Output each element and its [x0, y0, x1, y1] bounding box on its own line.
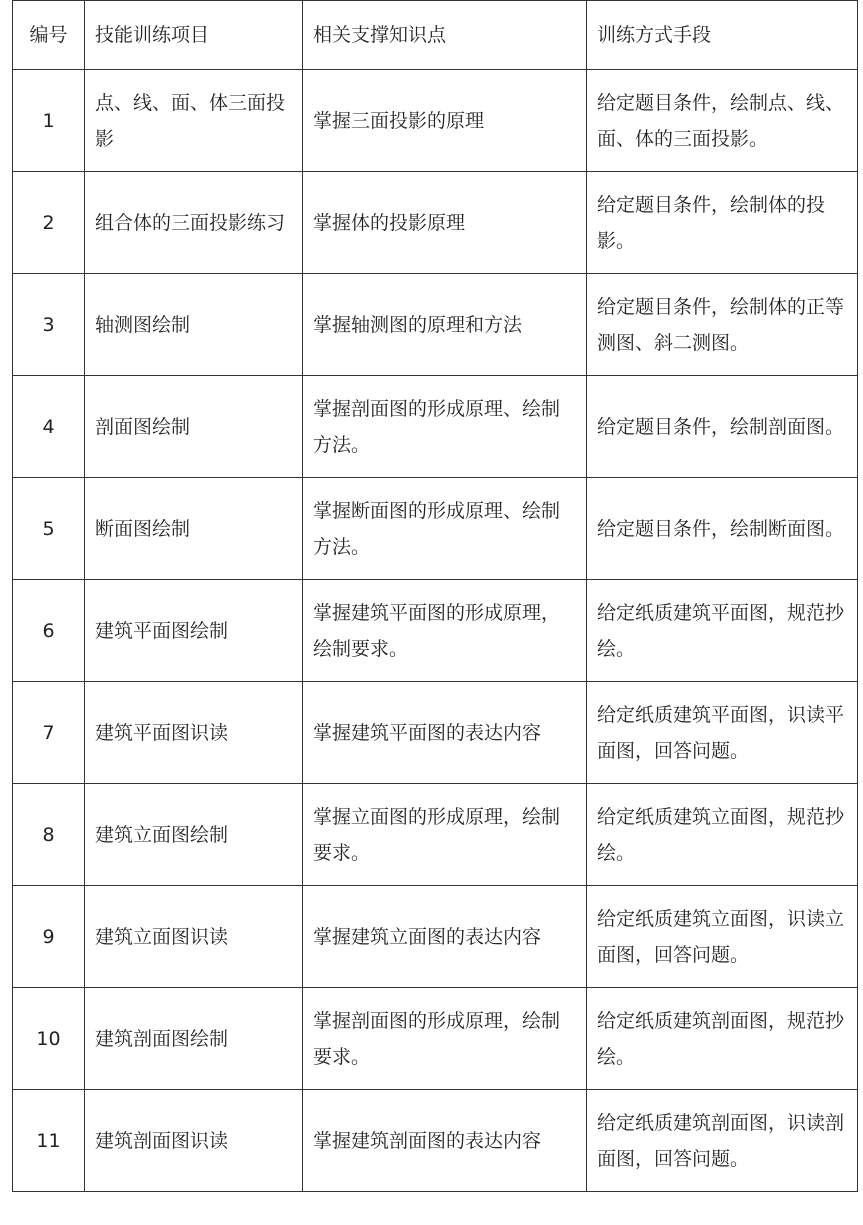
cell-item: 组合体的三面投影练习 [85, 172, 303, 274]
cell-item: 建筑立面图识读 [85, 886, 303, 988]
cell-method: 给定纸质建筑立面图，规范抄绘。 [587, 784, 858, 886]
cell-num: 8 [13, 784, 85, 886]
cell-num: 11 [13, 1090, 85, 1192]
cell-method: 给定题目条件，绘制体的正等测图、斜二测图。 [587, 274, 858, 376]
cell-num: 10 [13, 988, 85, 1090]
table-row [13, 784, 858, 886]
cell-knowledge: 掌握三面投影的原理 [303, 70, 587, 172]
table-row [13, 988, 858, 1090]
cell-knowledge: 掌握建筑剖面图的表达内容 [303, 1090, 587, 1192]
skill-training-table [12, 0, 858, 1192]
cell-method: 给定题目条件，绘制体的投影。 [587, 172, 858, 274]
cell-method: 给定纸质建筑剖面图，规范抄绘。 [587, 988, 858, 1090]
cell-knowledge: 掌握立面图的形成原理，绘制要求。 [303, 784, 587, 886]
cell-method: 给定纸质建筑剖面图，识读剖面图，回答问题。 [587, 1090, 858, 1192]
cell-method: 给定题目条件，绘制断面图。 [587, 478, 858, 580]
cell-num: 4 [13, 376, 85, 478]
cell-knowledge: 掌握建筑平面图的形成原理，绘制要求。 [303, 580, 587, 682]
cell-knowledge: 掌握体的投影原理 [303, 172, 587, 274]
cell-item: 建筑平面图绘制 [85, 580, 303, 682]
table-row [13, 172, 858, 274]
cell-item: 轴测图绘制 [85, 274, 303, 376]
header-method: 训练方式手段 [587, 1, 858, 70]
cell-knowledge: 掌握剖面图的形成原理、绘制方法。 [303, 376, 587, 478]
header-num: 编号 [13, 1, 85, 70]
cell-item: 建筑平面图识读 [85, 682, 303, 784]
cell-method: 给定纸质建筑平面图，规范抄绘。 [587, 580, 858, 682]
table-row [13, 1090, 858, 1192]
header-knowledge: 相关支撑知识点 [303, 1, 587, 70]
cell-knowledge: 掌握剖面图的形成原理，绘制要求。 [303, 988, 587, 1090]
cell-knowledge: 掌握建筑平面图的表达内容 [303, 682, 587, 784]
cell-item: 建筑立面图绘制 [85, 784, 303, 886]
cell-item: 剖面图绘制 [85, 376, 303, 478]
cell-num: 1 [13, 70, 85, 172]
cell-num: 6 [13, 580, 85, 682]
cell-knowledge: 掌握轴测图的原理和方法 [303, 274, 587, 376]
cell-knowledge: 掌握断面图的形成原理、绘制方法。 [303, 478, 587, 580]
cell-method: 给定纸质建筑立面图，识读立面图，回答问题。 [587, 886, 858, 988]
table-row [13, 478, 858, 580]
table-row [13, 886, 858, 988]
cell-num: 9 [13, 886, 85, 988]
table-row [13, 682, 858, 784]
table-header-row [13, 1, 858, 70]
table-row [13, 274, 858, 376]
cell-num: 2 [13, 172, 85, 274]
cell-knowledge: 掌握建筑立面图的表达内容 [303, 886, 587, 988]
table-row [13, 376, 858, 478]
table-row [13, 70, 858, 172]
cell-method: 给定题目条件，绘制剖面图。 [587, 376, 858, 478]
cell-method: 给定题目条件，绘制点、线、面、体的三面投影。 [587, 70, 858, 172]
cell-method: 给定纸质建筑平面图，识读平面图，回答问题。 [587, 682, 858, 784]
cell-num: 5 [13, 478, 85, 580]
cell-num: 3 [13, 274, 85, 376]
cell-item: 断面图绘制 [85, 478, 303, 580]
header-item: 技能训练项目 [85, 1, 303, 70]
cell-num: 7 [13, 682, 85, 784]
table-row [13, 580, 858, 682]
cell-item: 建筑剖面图识读 [85, 1090, 303, 1192]
cell-item: 点、线、面、体三面投影 [85, 70, 303, 172]
cell-item: 建筑剖面图绘制 [85, 988, 303, 1090]
